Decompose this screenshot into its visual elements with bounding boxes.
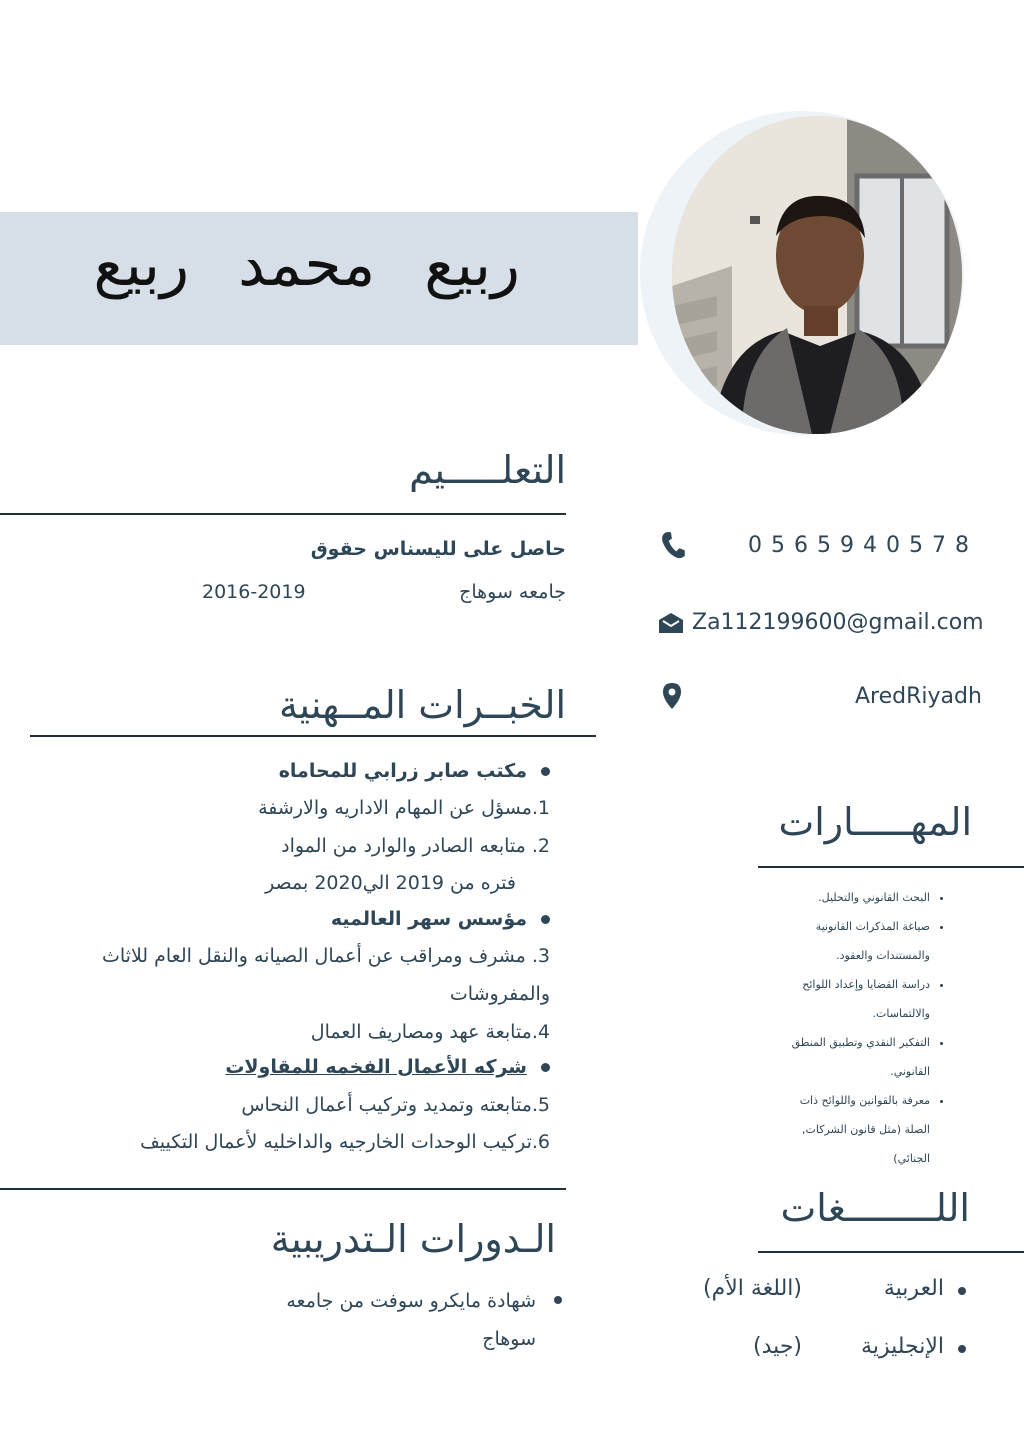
- skill-item: • البحث القانوني والتحليل.: [776, 883, 930, 912]
- experience-divider: [30, 735, 596, 737]
- skills-divider: [758, 866, 1024, 868]
- experience-line-text: 4.متابعة عهد ومصاريف العمال: [310, 1021, 550, 1043]
- language-name: الإنجليزية: [861, 1334, 944, 1359]
- skills-heading: المهـــــارات: [778, 800, 972, 844]
- education-divider: [0, 513, 566, 515]
- experience-line: [258, 797, 550, 819]
- course-text: شهادة مايكرو سوفت من جامعه سوهاج: [286, 1290, 536, 1350]
- email-address[interactable]: Za112199600@gmail.com: [692, 610, 984, 635]
- experience-line-text: 3. مشرف ومراقب عن أعمال الصيانه والنقل العام للاثاث: [102, 945, 550, 967]
- language-bullet: [958, 1345, 966, 1353]
- courses-divider-top: [0, 1188, 566, 1190]
- email-icon: [658, 612, 684, 638]
- experience-line-text: 2. متابعه الصادر والوارد من المواد: [281, 835, 550, 857]
- experience-line: [140, 1131, 550, 1153]
- experience-bullet: [541, 915, 550, 924]
- experience-employer: [225, 1056, 550, 1078]
- experience-line-text: فتره من 2019 الي2020 بمصر: [265, 872, 516, 894]
- experience-employer: [279, 760, 550, 782]
- language-name: العربية: [883, 1276, 944, 1301]
- experience-line-text: 6.تركيب الوحدات الخارجيه والداخليه لأعمال التكييف: [140, 1131, 550, 1153]
- language-english-level: (جيد): [753, 1334, 802, 1359]
- courses-heading: الـدورات الـتدريبية: [270, 1217, 556, 1261]
- experience-line-text: 1.مسؤل عن المهام الاداريه والارشفة: [258, 797, 550, 819]
- experience-line: [311, 1021, 550, 1043]
- experience-line-text: شركه الأعمال الفخمه للمقاولات: [225, 1056, 527, 1078]
- experience-line: [281, 835, 550, 857]
- experience-line: [450, 983, 550, 1005]
- experience-line: [241, 1094, 550, 1116]
- skill-item: • دراسة القضايا وإعداد اللوائح والالتماسات.: [776, 970, 930, 1028]
- experience-line: [102, 945, 550, 967]
- courses-item: [236, 1282, 536, 1358]
- skill-item: • التفكير النقدي وتطبيق المنطق القانوني.: [776, 1028, 930, 1086]
- education-heading: التعلـــــيم: [409, 448, 566, 492]
- experience-bullet: [541, 1063, 550, 1072]
- experience-employer: [331, 908, 550, 930]
- profile-photo: [672, 116, 962, 434]
- language-english: [861, 1334, 944, 1359]
- language-arabic: [884, 1276, 944, 1301]
- experience-line-text: والمفروشات: [449, 983, 550, 1005]
- education-degree: حاصل على لليسناس حقوق: [310, 538, 566, 560]
- experience-line: [265, 872, 516, 894]
- language-arabic-level: (اللغة الأم): [703, 1276, 802, 1301]
- phone-icon: [660, 530, 686, 564]
- language-bullet: [958, 1287, 966, 1295]
- languages-heading: اللــــــــغات: [780, 1186, 970, 1230]
- experience-line-text: مكتب صابر زرابي للمحاماه: [278, 760, 527, 782]
- education-university: جامعه سوهاج: [459, 581, 566, 603]
- skills-list: [776, 883, 946, 1173]
- experience-line-text: مؤسس سهر العالميه: [330, 908, 527, 930]
- location-pin-icon: [662, 682, 682, 714]
- full-name: ربيع محمد ربيع: [93, 230, 520, 300]
- experience-line-text: 5.متابعته وتمديد وتركيب أعمال النحاس: [241, 1094, 550, 1116]
- location-text: AredRiyadh: [855, 684, 982, 709]
- experience-bullet: [541, 767, 550, 776]
- phone-number: 0565940578: [748, 533, 978, 558]
- languages-divider: [758, 1251, 1024, 1253]
- experience-heading: الخبــرات المــهنية: [279, 683, 566, 727]
- skill-item: • معرفة بالقوانين واللوائح ذات الصلة (مثل قانون الشركات, الجنائي): [776, 1086, 930, 1173]
- course-bullet: [554, 1296, 562, 1304]
- education-years: 2016-2019: [202, 581, 306, 603]
- skill-item: • صياغة المذكرات القانونية والمستندات والعقود.: [776, 912, 930, 970]
